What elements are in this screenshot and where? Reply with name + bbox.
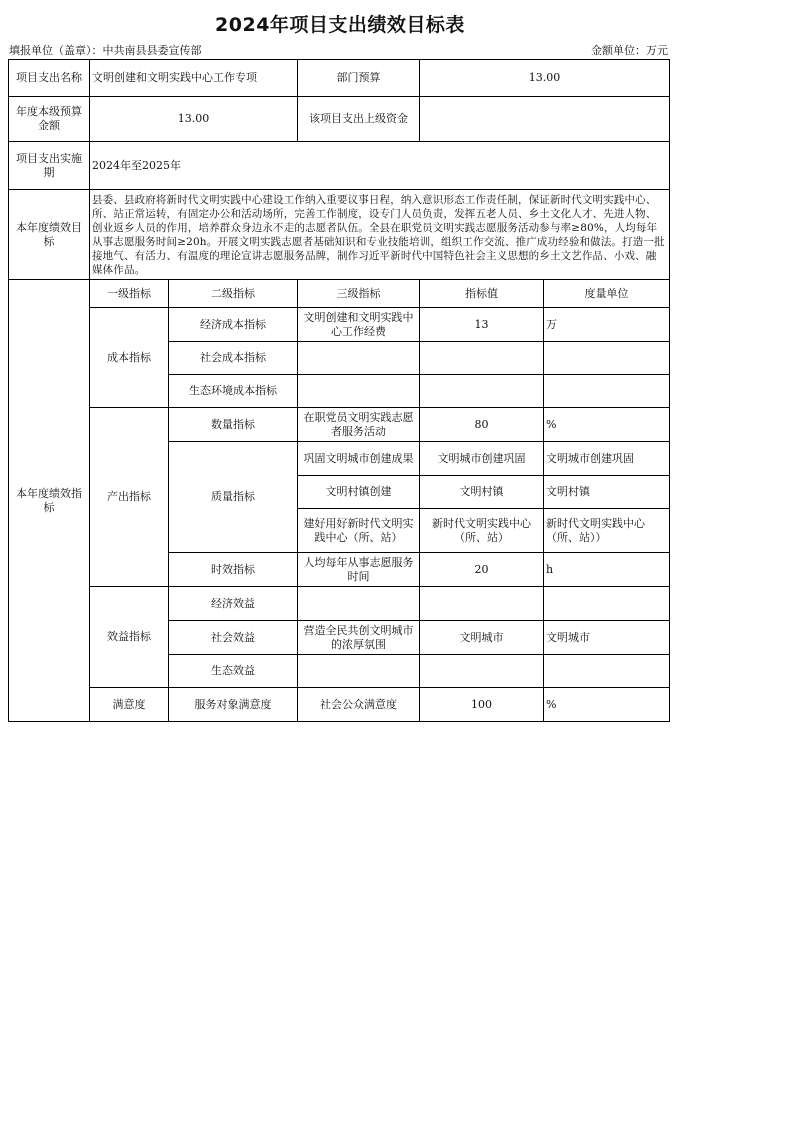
- output-quality-label: 质量指标: [169, 442, 298, 553]
- empty-cell: [544, 655, 670, 688]
- header-unit: 度量单位: [544, 280, 670, 308]
- indicator-section-label: 本年度绩效指标: [9, 280, 90, 722]
- goal-label: 本年度绩效目标: [9, 190, 90, 280]
- output-quantity-item: 在职党员文明实践志愿者服务活动: [298, 408, 420, 442]
- quality-item: 文明村镇创建: [298, 476, 420, 509]
- table-row: [9, 408, 670, 442]
- benefit-social-unit: 文明城市: [544, 621, 670, 655]
- empty-cell: [420, 375, 544, 408]
- annual-budget-label: 年度本级预算金额: [9, 97, 90, 142]
- row-project-name: [9, 60, 670, 97]
- period-value: 2024年至2025年: [90, 142, 670, 190]
- output-quantity-unit: %: [544, 408, 670, 442]
- header-value: 指标值: [420, 280, 544, 308]
- empty-cell: [298, 587, 420, 621]
- benefit-indicator-label: 效益指标: [90, 587, 169, 688]
- table-row: [9, 587, 670, 621]
- superior-funds-value: [420, 97, 670, 142]
- row-goal: [9, 190, 670, 280]
- satisfaction-item: 社会公众满意度: [298, 688, 420, 722]
- empty-cell: [544, 587, 670, 621]
- row-period: [9, 142, 670, 190]
- empty-cell: [298, 342, 420, 375]
- reporting-unit: 填报单位（盖章）：中共南县县委宣传部: [9, 44, 202, 57]
- quality-item: 巩固文明城市创建成果: [298, 442, 420, 476]
- quality-unit: 文明城市创建巩固: [544, 442, 670, 476]
- quality-value: 文明城市创建巩固: [420, 442, 544, 476]
- satisfaction-label: 满意度: [90, 688, 169, 722]
- benefit-social-value: 文明城市: [420, 621, 544, 655]
- satisfaction-sub-label: 服务对象满意度: [169, 688, 298, 722]
- timeliness-value: 20: [420, 553, 544, 587]
- satisfaction-unit: %: [544, 688, 670, 722]
- header-level3: 三级指标: [298, 280, 420, 308]
- cost-economic-unit: 万: [544, 308, 670, 342]
- benefit-social-item: 营造全民共创文明城市的浓厚氛围: [298, 621, 420, 655]
- output-quantity-label: 数量指标: [169, 408, 298, 442]
- benefit-economic-label: 经济效益: [169, 587, 298, 621]
- project-name-value: 文明创建和文明实践中心工作专项: [90, 60, 298, 97]
- empty-cell: [420, 655, 544, 688]
- output-quantity-value: 80: [420, 408, 544, 442]
- cost-social-label: 社会成本指标: [169, 342, 298, 375]
- header-level1: 一级指标: [90, 280, 169, 308]
- empty-cell: [544, 342, 670, 375]
- output-timeliness-label: 时效指标: [169, 553, 298, 587]
- dept-budget-value: 13.00: [420, 60, 670, 97]
- cost-economic-value: 13: [420, 308, 544, 342]
- empty-cell: [420, 587, 544, 621]
- superior-funds-label: 该项目支出上级资金: [298, 97, 420, 142]
- empty-cell: [420, 342, 544, 375]
- cost-economic-label: 经济成本指标: [169, 308, 298, 342]
- table-row: [9, 308, 670, 342]
- cost-economic-item: 文明创建和文明实践中心工作经费: [298, 308, 420, 342]
- benefit-social-label: 社会效益: [169, 621, 298, 655]
- quality-value: 新时代文明实践中心（所、站）: [420, 509, 544, 553]
- amount-unit: 金额单位：万元: [591, 44, 668, 57]
- row-annual-budget: [9, 97, 670, 142]
- indicator-header-row: [9, 280, 670, 308]
- goal-text: 县委、县政府将新时代文明实践中心建设工作纳入重要议事日程，纳入意识形态工作责任制，保证新时代文明实践中心、所、站正常运转，有固定办公和活动场所，完善工作制度，设专门人员负责，发挥五老人员、乡土文化人才、先进人物、创业返乡人员的作用，培养群众身边永不走的志愿者队伍。全县在职党员文明实践志愿服务活动参与率≥80%，人均每年从事志愿服务时间≥20h。开展文明实践志愿者基础知识和专业技能培训，组织工作交流、推广成功经验和做法。打造一批接地气、有活力、有温度的理论宣讲志愿服务品牌，制作习近平新时代中国特色社会主义思想的乡土文艺作品、小戏、融媒体作品。: [90, 190, 670, 280]
- satisfaction-value: 100: [420, 688, 544, 722]
- period-label: 项目支出实施期: [9, 142, 90, 190]
- quality-unit: 文明村镇: [544, 476, 670, 509]
- table-row: [9, 688, 670, 722]
- project-name-label: 项目支出名称: [9, 60, 90, 97]
- timeliness-item: 人均每年从事志愿服务时间: [298, 553, 420, 587]
- quality-unit: 新时代文明实践中心（所、站））: [544, 509, 670, 553]
- cost-indicator-label: 成本指标: [90, 308, 169, 408]
- quality-item: 建好用好新时代文明实践中心（所、站）: [298, 509, 420, 553]
- empty-cell: [298, 375, 420, 408]
- timeliness-unit: h: [544, 553, 670, 587]
- page-title: 2024年项目支出绩效目标表: [215, 14, 465, 36]
- performance-table: [8, 59, 670, 722]
- dept-budget-label: 部门预算: [298, 60, 420, 97]
- annual-budget-value: 13.00: [90, 97, 298, 142]
- cost-ecoenv-label: 生态环境成本指标: [169, 375, 298, 408]
- output-indicator-label: 产出指标: [90, 408, 169, 587]
- empty-cell: [298, 655, 420, 688]
- empty-cell: [544, 375, 670, 408]
- benefit-ecological-label: 生态效益: [169, 655, 298, 688]
- quality-value: 文明村镇: [420, 476, 544, 509]
- header-level2: 二级指标: [169, 280, 298, 308]
